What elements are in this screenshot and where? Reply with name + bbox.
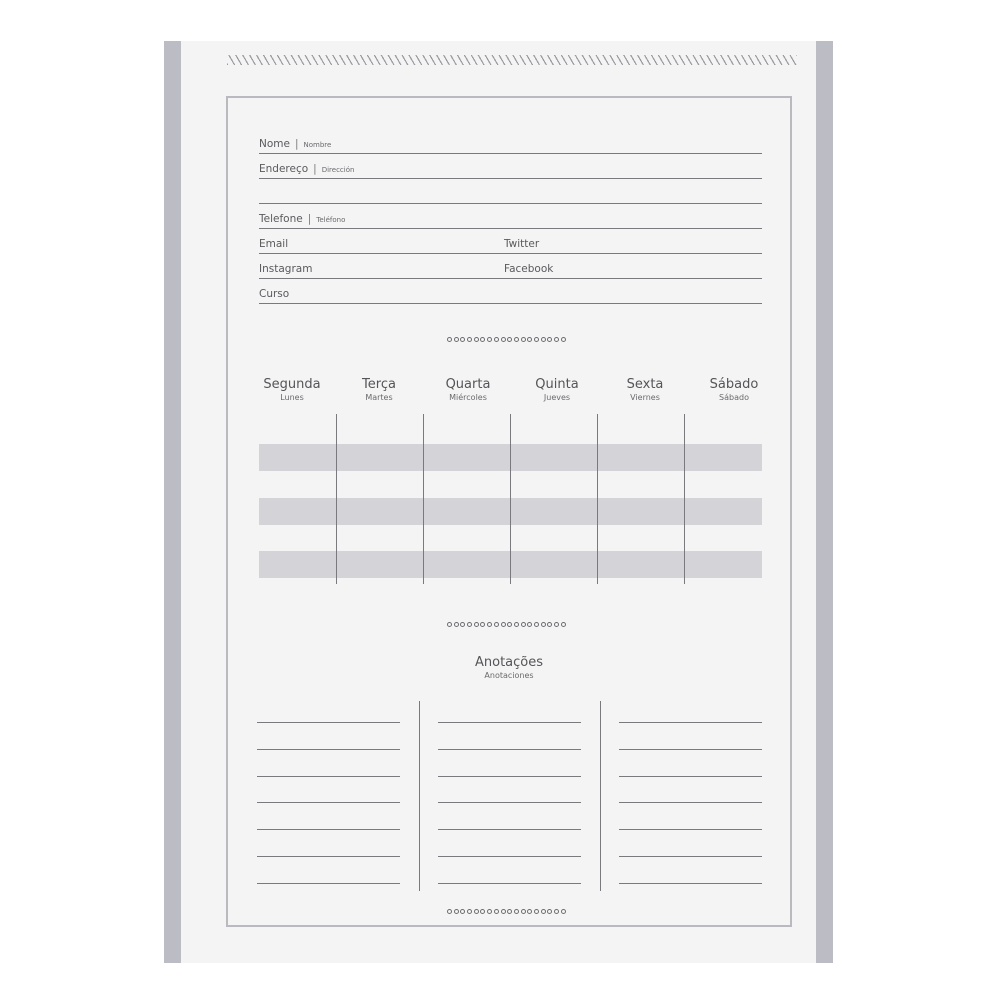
notes-ruled-line[interactable] bbox=[257, 829, 400, 830]
divider-dot bbox=[547, 337, 552, 342]
notes-ruled-line[interactable] bbox=[438, 856, 581, 857]
divider-dot bbox=[501, 909, 506, 914]
divider-dot bbox=[507, 337, 512, 342]
divider-dot bbox=[467, 337, 472, 342]
notes-ruled-line[interactable] bbox=[257, 776, 400, 777]
day-header-quarta bbox=[428, 377, 508, 402]
notes-ruled-line[interactable] bbox=[438, 829, 581, 830]
day-name-es: Martes bbox=[365, 393, 393, 402]
divider-dot bbox=[547, 622, 552, 627]
divider-dot bbox=[547, 909, 552, 914]
divider-dot bbox=[527, 909, 532, 914]
day-name: Sábado bbox=[709, 377, 759, 392]
day-column-divider bbox=[597, 414, 598, 584]
divider-dot bbox=[521, 909, 526, 914]
notes-ruled-line[interactable] bbox=[257, 749, 400, 750]
email-twitter-field[interactable] bbox=[259, 233, 762, 254]
divider-dot bbox=[494, 337, 499, 342]
divider-dot bbox=[521, 337, 526, 342]
notes-ruled-line[interactable] bbox=[257, 802, 400, 803]
divider-dot bbox=[541, 622, 546, 627]
dot-divider-bottom bbox=[447, 909, 566, 915]
divider-dot bbox=[487, 337, 492, 342]
notes-column-divider bbox=[419, 701, 420, 891]
notes-ruled-line[interactable] bbox=[438, 749, 581, 750]
day-name: Quarta bbox=[445, 377, 491, 392]
divider-dot bbox=[454, 909, 459, 914]
phone-field[interactable] bbox=[259, 208, 762, 229]
notes-heading bbox=[409, 655, 609, 680]
divider-dot bbox=[514, 337, 519, 342]
day-header-segunda bbox=[252, 377, 332, 402]
day-column-divider bbox=[510, 414, 511, 584]
course-label: Curso bbox=[259, 288, 290, 300]
dot-divider-top bbox=[447, 337, 566, 343]
notes-column-divider bbox=[600, 701, 601, 891]
name-sublabel: Nombre bbox=[303, 141, 332, 149]
day-column-divider bbox=[684, 414, 685, 584]
divider-dot bbox=[527, 622, 532, 627]
day-name: Terça bbox=[362, 377, 396, 392]
divider-dot bbox=[514, 909, 519, 914]
day-name-es: Viernes bbox=[630, 393, 660, 402]
notes-ruled-line[interactable] bbox=[619, 802, 762, 803]
notes-ruled-line[interactable] bbox=[257, 883, 400, 884]
notes-ruled-line[interactable] bbox=[438, 776, 581, 777]
separator: | bbox=[307, 213, 312, 225]
divider-dot bbox=[561, 337, 566, 342]
notes-ruled-line[interactable] bbox=[619, 722, 762, 723]
divider-dot bbox=[494, 622, 499, 627]
instagram-facebook-field[interactable] bbox=[259, 258, 762, 279]
divider-dot bbox=[467, 909, 472, 914]
divider-dot bbox=[534, 337, 539, 342]
right-side-band bbox=[816, 41, 833, 963]
planner-sheet bbox=[164, 41, 833, 963]
divider-dot bbox=[514, 622, 519, 627]
divider-dot bbox=[487, 909, 492, 914]
divider-dot bbox=[501, 337, 506, 342]
separator: | bbox=[313, 163, 317, 175]
separator: | bbox=[294, 138, 299, 150]
email-label: Email bbox=[259, 238, 289, 250]
divider-dot bbox=[527, 337, 532, 342]
day-name: Quinta bbox=[535, 377, 579, 392]
divider-dot bbox=[534, 909, 539, 914]
day-column-divider bbox=[336, 414, 337, 584]
notes-ruled-line[interactable] bbox=[619, 856, 762, 857]
day-header-terca bbox=[339, 377, 419, 402]
divider-dot bbox=[460, 909, 465, 914]
notes-ruled-line[interactable] bbox=[619, 776, 762, 777]
divider-dot bbox=[474, 622, 479, 627]
day-name-es: Sábado bbox=[719, 393, 749, 402]
divider-dot bbox=[554, 337, 559, 342]
notes-ruled-line[interactable] bbox=[438, 722, 581, 723]
divider-dot bbox=[507, 909, 512, 914]
notes-ruled-line[interactable] bbox=[619, 883, 762, 884]
address-label: Endereço bbox=[259, 163, 309, 175]
hatched-header-strip bbox=[227, 55, 797, 65]
day-header-sexta bbox=[605, 377, 685, 402]
divider-dot bbox=[474, 909, 479, 914]
day-column-divider bbox=[423, 414, 424, 584]
divider-dot bbox=[541, 337, 546, 342]
divider-dot bbox=[480, 622, 485, 627]
divider-dot bbox=[561, 909, 566, 914]
divider-dot bbox=[561, 622, 566, 627]
dot-divider-middle bbox=[447, 622, 566, 628]
day-header-sabado bbox=[694, 377, 774, 402]
divider-dot bbox=[487, 622, 492, 627]
divider-dot bbox=[480, 909, 485, 914]
name-label: Nome bbox=[259, 138, 290, 150]
notes-ruled-line[interactable] bbox=[438, 883, 581, 884]
divider-dot bbox=[467, 622, 472, 627]
divider-dot bbox=[480, 337, 485, 342]
day-name-es: Jueves bbox=[543, 393, 571, 402]
day-header-quinta bbox=[517, 377, 597, 402]
divider-dot bbox=[474, 337, 479, 342]
divider-dot bbox=[454, 337, 459, 342]
notes-subtitle: Anotaciones bbox=[484, 671, 534, 680]
notes-title: Anotações bbox=[474, 655, 544, 670]
name-field[interactable] bbox=[259, 133, 762, 154]
divider-dot bbox=[447, 337, 452, 342]
notes-ruled-line[interactable] bbox=[257, 856, 400, 857]
divider-dot bbox=[554, 909, 559, 914]
day-name-es: Miércoles bbox=[449, 393, 487, 402]
divider-dot bbox=[501, 622, 506, 627]
address-field[interactable] bbox=[259, 158, 762, 179]
divider-dot bbox=[521, 622, 526, 627]
divider-dot bbox=[541, 909, 546, 914]
divider-dot bbox=[507, 622, 512, 627]
divider-dot bbox=[460, 337, 465, 342]
address-sublabel: Dirección bbox=[321, 166, 355, 174]
divider-dot bbox=[554, 622, 559, 627]
day-name: Sexta bbox=[626, 377, 664, 392]
phone-sublabel: Teléfono bbox=[316, 216, 346, 224]
phone-label: Telefone bbox=[259, 213, 303, 225]
notes-ruled-line[interactable] bbox=[257, 722, 400, 723]
divider-dot bbox=[447, 909, 452, 914]
notes-ruled-line[interactable] bbox=[438, 802, 581, 803]
address-line-2[interactable] bbox=[259, 183, 762, 204]
twitter-label: Twitter bbox=[504, 238, 540, 250]
divider-dot bbox=[460, 622, 465, 627]
notes-ruled-line[interactable] bbox=[619, 829, 762, 830]
facebook-label: Facebook bbox=[504, 263, 554, 275]
divider-dot bbox=[447, 622, 452, 627]
course-field[interactable] bbox=[259, 283, 762, 304]
left-side-band bbox=[164, 41, 181, 963]
instagram-label: Instagram bbox=[259, 263, 313, 275]
divider-dot bbox=[534, 622, 539, 627]
day-name: Segunda bbox=[263, 377, 321, 392]
divider-dot bbox=[454, 622, 459, 627]
day-name-es: Lunes bbox=[280, 393, 304, 402]
divider-dot bbox=[494, 909, 499, 914]
notes-ruled-line[interactable] bbox=[619, 749, 762, 750]
